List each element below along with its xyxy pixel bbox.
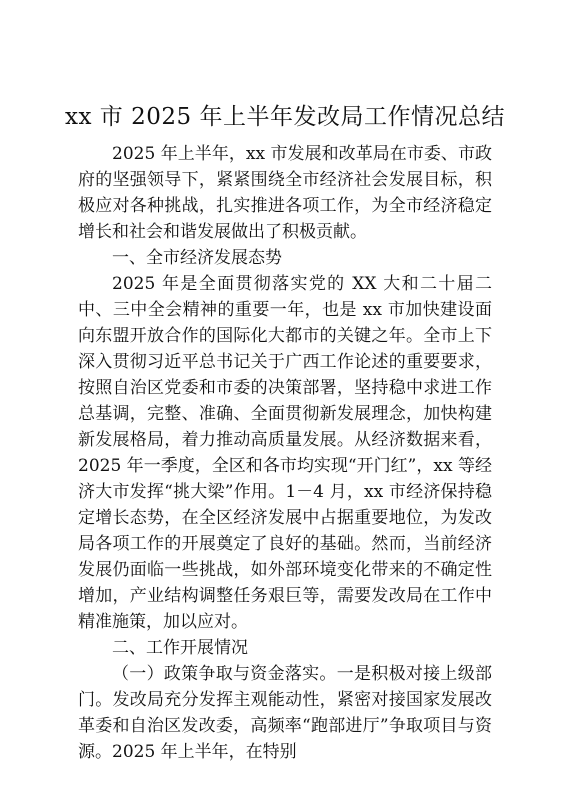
- document-body: [78, 141, 492, 765]
- paragraph-economy: 2025 年是全面贯彻落实党的 XX 大和二十届二中、三中全会精神的重要一年，也是 xx 市加快建设面向东盟开放合作的国际化大都市的关键之年。全市上下深入贯彻习近平总书记关于广西工作论述的重要要求，按照自治区党委和市委的决策部署，坚持稳中求进工作总基调，完整、准确、全面贯彻新发展理念，加快构建新发展格局，着力推动高质量发展。从经济数据来看，2025 年一季度，全区和各市均实现“开门红”，xx 等经济大市发挥“挑大梁”作用。1－4 月，xx 市经济保持稳定增长态势，在全区经济发展中占据重要地位，为发改局各项工作的开展奠定了良好的基础。然而，当前经济发展仍面临一些挑战，如外部环境变化带来的不确定性增加，产业结构调整任务艰巨等，需要发改局在工作中精准施策，加以应对。: [78, 274, 492, 632]
- document-title: xx 市 2025 年上半年发改局工作情况总结: [65, 104, 505, 130]
- section-heading-work: 二、工作开展情况: [112, 638, 248, 658]
- paragraph-policy-funding: （一）政策争取与资金落实。一是积极对接上级部门。发改局充分发挥主观能动性，紧密对接国家发展改革委和自治区发改委，高频率“跑部进厅”争取项目与资源。2025 年上半年，在特别: [78, 664, 492, 762]
- paragraph-intro: 2025 年上半年，xx 市发展和改革局在市委、市政府的坚强领导下，紧紧围绕全市经济社会发展目标，积极应对各种挑战，扎实推进各项工作，为全市经济稳定增长和社会和谐发展做出了积极贡献。: [78, 144, 492, 242]
- section-heading-economy: 一、全市经济发展态势: [112, 248, 282, 268]
